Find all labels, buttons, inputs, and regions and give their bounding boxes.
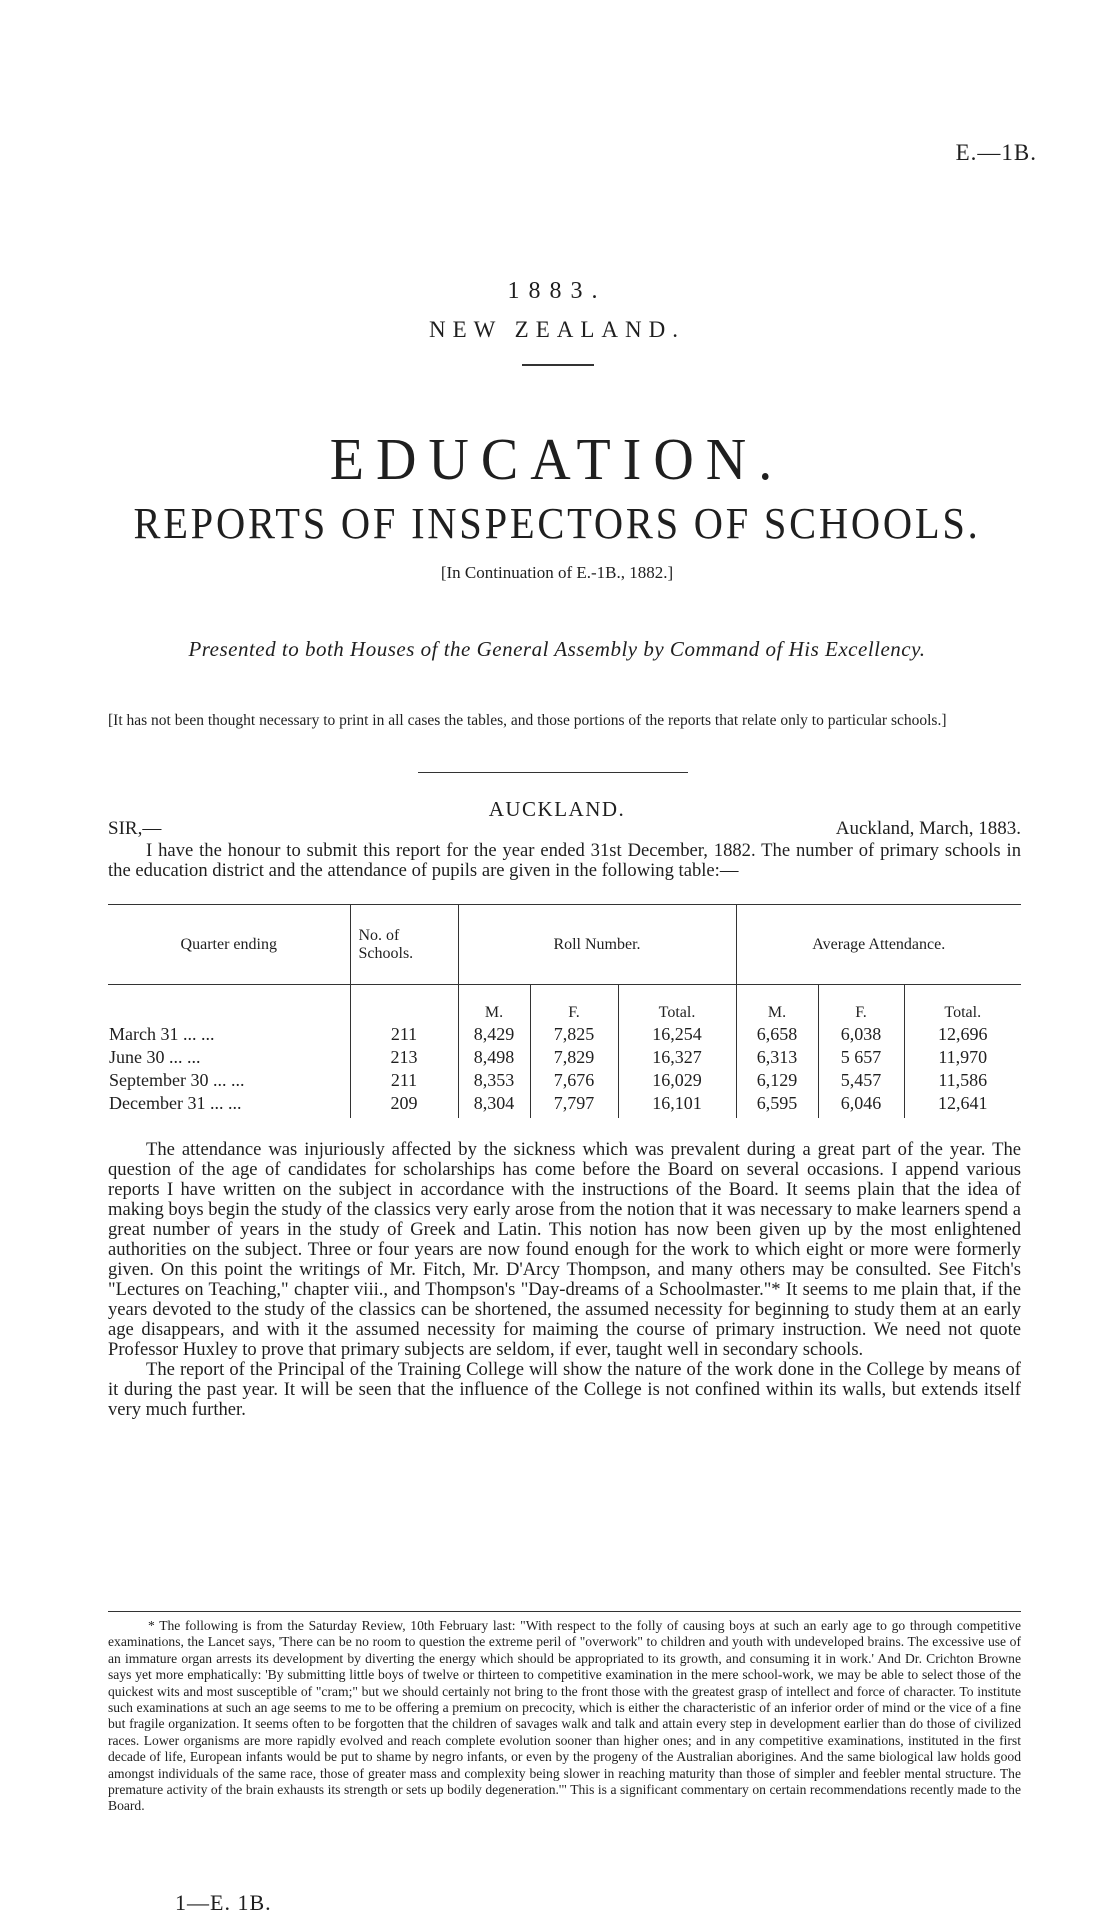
row-quarter: March 31 ... ... (108, 1023, 350, 1046)
row-roll-m: 8,353 (458, 1069, 530, 1092)
header-roll-number: Roll Number. (458, 905, 736, 985)
row-roll-total: 16,327 (618, 1046, 736, 1069)
subheader-roll-m: M. (458, 985, 530, 1023)
row-schools: 211 (350, 1069, 458, 1092)
row-att-total: 12,696 (938, 1023, 988, 1044)
row-roll-f: 7,825 (530, 1023, 618, 1046)
row-att-m: 6,595 (736, 1092, 818, 1118)
continuation-note: [In Continuation of E.-1B., 1882.] (440, 563, 674, 582)
footnote-text: * The following is from the Saturday Review, 10th February last: "With respect to the folly of causing boys at such an early age to go through competitive examinations, the Lancet says, 'There can be no room to question the extreme peril of "overwork" to children and youth with undeveloped brains. The excessive use of an immature organ arrests its development by diverting the energy which should be appropriated to its growth, and consuming it in work.' And Dr. Crichton Browne says yet more emphatically: 'By submitting little boys of twelve or thirteen to competitive examination in the mere school-work, we may be able to select those of the quickest wits and most susceptible of "cram;" but we should certainly not bring to the front those with the greatest grasp of intellect and force of character. To institute such examinations at such an age seems to me to be offering a premium on precocity, which is either the characteristic of an inferior order of mind or the vice of a fine but fragile organization. It seems often to be forgotten that the children of savages walk and talk and attain every step in development earlier than do those of civilized races. Lower organisms are more rapidly evolved and reach complete evolution sooner than higher ones; and in any competitive examinations, instituted in the first decade of life, European infants would be put to shame by negro infants, or even by the progeny of the Australian aborigines. And the same biological law holds good amongst individuals of the same race, those of greater mass and complexity being slower in reaching maturity than those of simpler and feebler mental structure. The premature activity of the brain exhausts its strength or sets up bodily degeneration.'" This is a significant commentary on certain recommendations recently made to the Board. (108, 1618, 1021, 1814)
salutation: SIR,— (108, 818, 162, 839)
row-roll-f: 7,797 (530, 1092, 618, 1118)
row-roll-total: 16,254 (618, 1023, 736, 1046)
page-signature: 1—E. 1B. (175, 1890, 272, 1915)
subheader-att-total: Total. (944, 1003, 982, 1021)
row-att-total: 12,641 (938, 1092, 988, 1113)
document-subtitle: REPORTS OF INSPECTORS OF SCHOOLS. (133, 499, 981, 548)
intro-paragraph: I have the honour to submit this report for the year ended 31st December, 1882. The number of primary schools in the education district and the attendance of pupils are given in the following table:— (108, 840, 1021, 881)
row-att-m: 6,313 (736, 1046, 818, 1069)
row-roll-m: 8,304 (458, 1092, 530, 1118)
subheader-roll-total: Total. (618, 985, 736, 1023)
row-att-total: 11,586 (938, 1069, 988, 1090)
table-row (108, 1023, 1021, 1046)
row-att-f: 5,457 (818, 1069, 904, 1092)
header-divider (522, 364, 594, 366)
body-paragraph: The report of the Principal of the Training College will show the nature of the work done in the College by means of it during the past year. It will be seen that the influence of the College is not confined within its walls, but extends itself very much further. (108, 1359, 1021, 1420)
document-reference: E.—1B. (955, 140, 1037, 165)
footnote-divider (108, 1611, 1021, 1612)
publication-year: 1883. (507, 278, 607, 304)
header-average-attendance: Average Attendance. (812, 935, 946, 953)
row-schools: 209 (350, 1092, 458, 1118)
row-roll-f: 7,829 (530, 1046, 618, 1069)
subheader-blank (108, 985, 350, 1023)
report-dateline: Auckland, March, 1883. (835, 818, 1021, 839)
subheader-att-m: M. (736, 985, 818, 1023)
editorial-note: [It has not been thought necessary to print in all cases the tables, and those portions of the reports that relate only to particular schools.] (108, 712, 947, 729)
row-quarter: June 30 ... ... (108, 1046, 350, 1069)
presented-line: Presented to both Houses of the General Assembly by Command of His Excellency. (188, 637, 926, 661)
row-schools: 211 (350, 1023, 458, 1046)
row-schools: 213 (350, 1046, 458, 1069)
row-quarter: December 31 ... ... (108, 1092, 350, 1118)
table-row (108, 1046, 1021, 1069)
row-att-m: 6,129 (736, 1069, 818, 1092)
row-roll-m: 8,429 (458, 1023, 530, 1046)
row-att-f: 5 657 (818, 1046, 904, 1069)
header-schools: No. of Schools. (350, 905, 458, 985)
table-row (108, 1069, 1021, 1092)
row-quarter: September 30 ... ... (108, 1069, 350, 1092)
row-att-f: 6,046 (818, 1092, 904, 1118)
report-body (108, 1140, 1021, 1420)
document-title: EDUCATION. (329, 427, 785, 493)
row-roll-total: 16,101 (618, 1092, 736, 1118)
row-att-m: 6,658 (736, 1023, 818, 1046)
table-row (108, 1092, 1021, 1118)
row-roll-f: 7,676 (530, 1069, 618, 1092)
report-place-heading: AUCKLAND. (488, 797, 626, 821)
subheader-roll-f: F. (530, 985, 618, 1023)
row-roll-total: 16,029 (618, 1069, 736, 1092)
section-divider (418, 772, 688, 773)
row-att-total: 11,970 (938, 1046, 988, 1067)
report-intro (108, 841, 1021, 881)
subheader-blank (350, 985, 458, 1023)
attendance-table (108, 904, 1021, 1118)
body-paragraph: The attendance was injuriously affected by the sickness which was prevalent during a great part of the year. The question of the age of candidates for scholarships has come before the Board on several occasions. I append various reports I have written on the subject in accordance with the instructions of the Board. It seems plain that the idea of making boys begin the study of the classics very early arose from the notion that it was necessary to make learners spend a great number of years in the study of Greek and Latin. This notion has now been given up by the most enlightened authorities on the subject. Three or four years are now found enough for the work to which eight or more were formerly given. On this point the writings of Mr. Fitch, Mr. D'Arcy Thompson, and many others may be consulted. See Fitch's "Lectures on Teaching," chapter viii., and Thompson's "Day-dreams of a Schoolmaster."* It seems to me plain that, if the years devoted to the study of the classics can be shortened, the assumed necessity for beginning to study them at an early age disappears, and with it the assumed necessity for maiming the course of primary instruction. We need not quote Professor Huxley to prove that primary subjects are seldom, if ever, taught well in secondary schools. (108, 1139, 1021, 1360)
country-heading: NEW ZEALAND. (428, 317, 686, 342)
header-quarter: Quarter ending (108, 905, 350, 985)
row-att-f: 6,038 (818, 1023, 904, 1046)
subheader-att-f: F. (818, 985, 904, 1023)
row-roll-m: 8,498 (458, 1046, 530, 1069)
footnote (108, 1618, 1021, 1815)
